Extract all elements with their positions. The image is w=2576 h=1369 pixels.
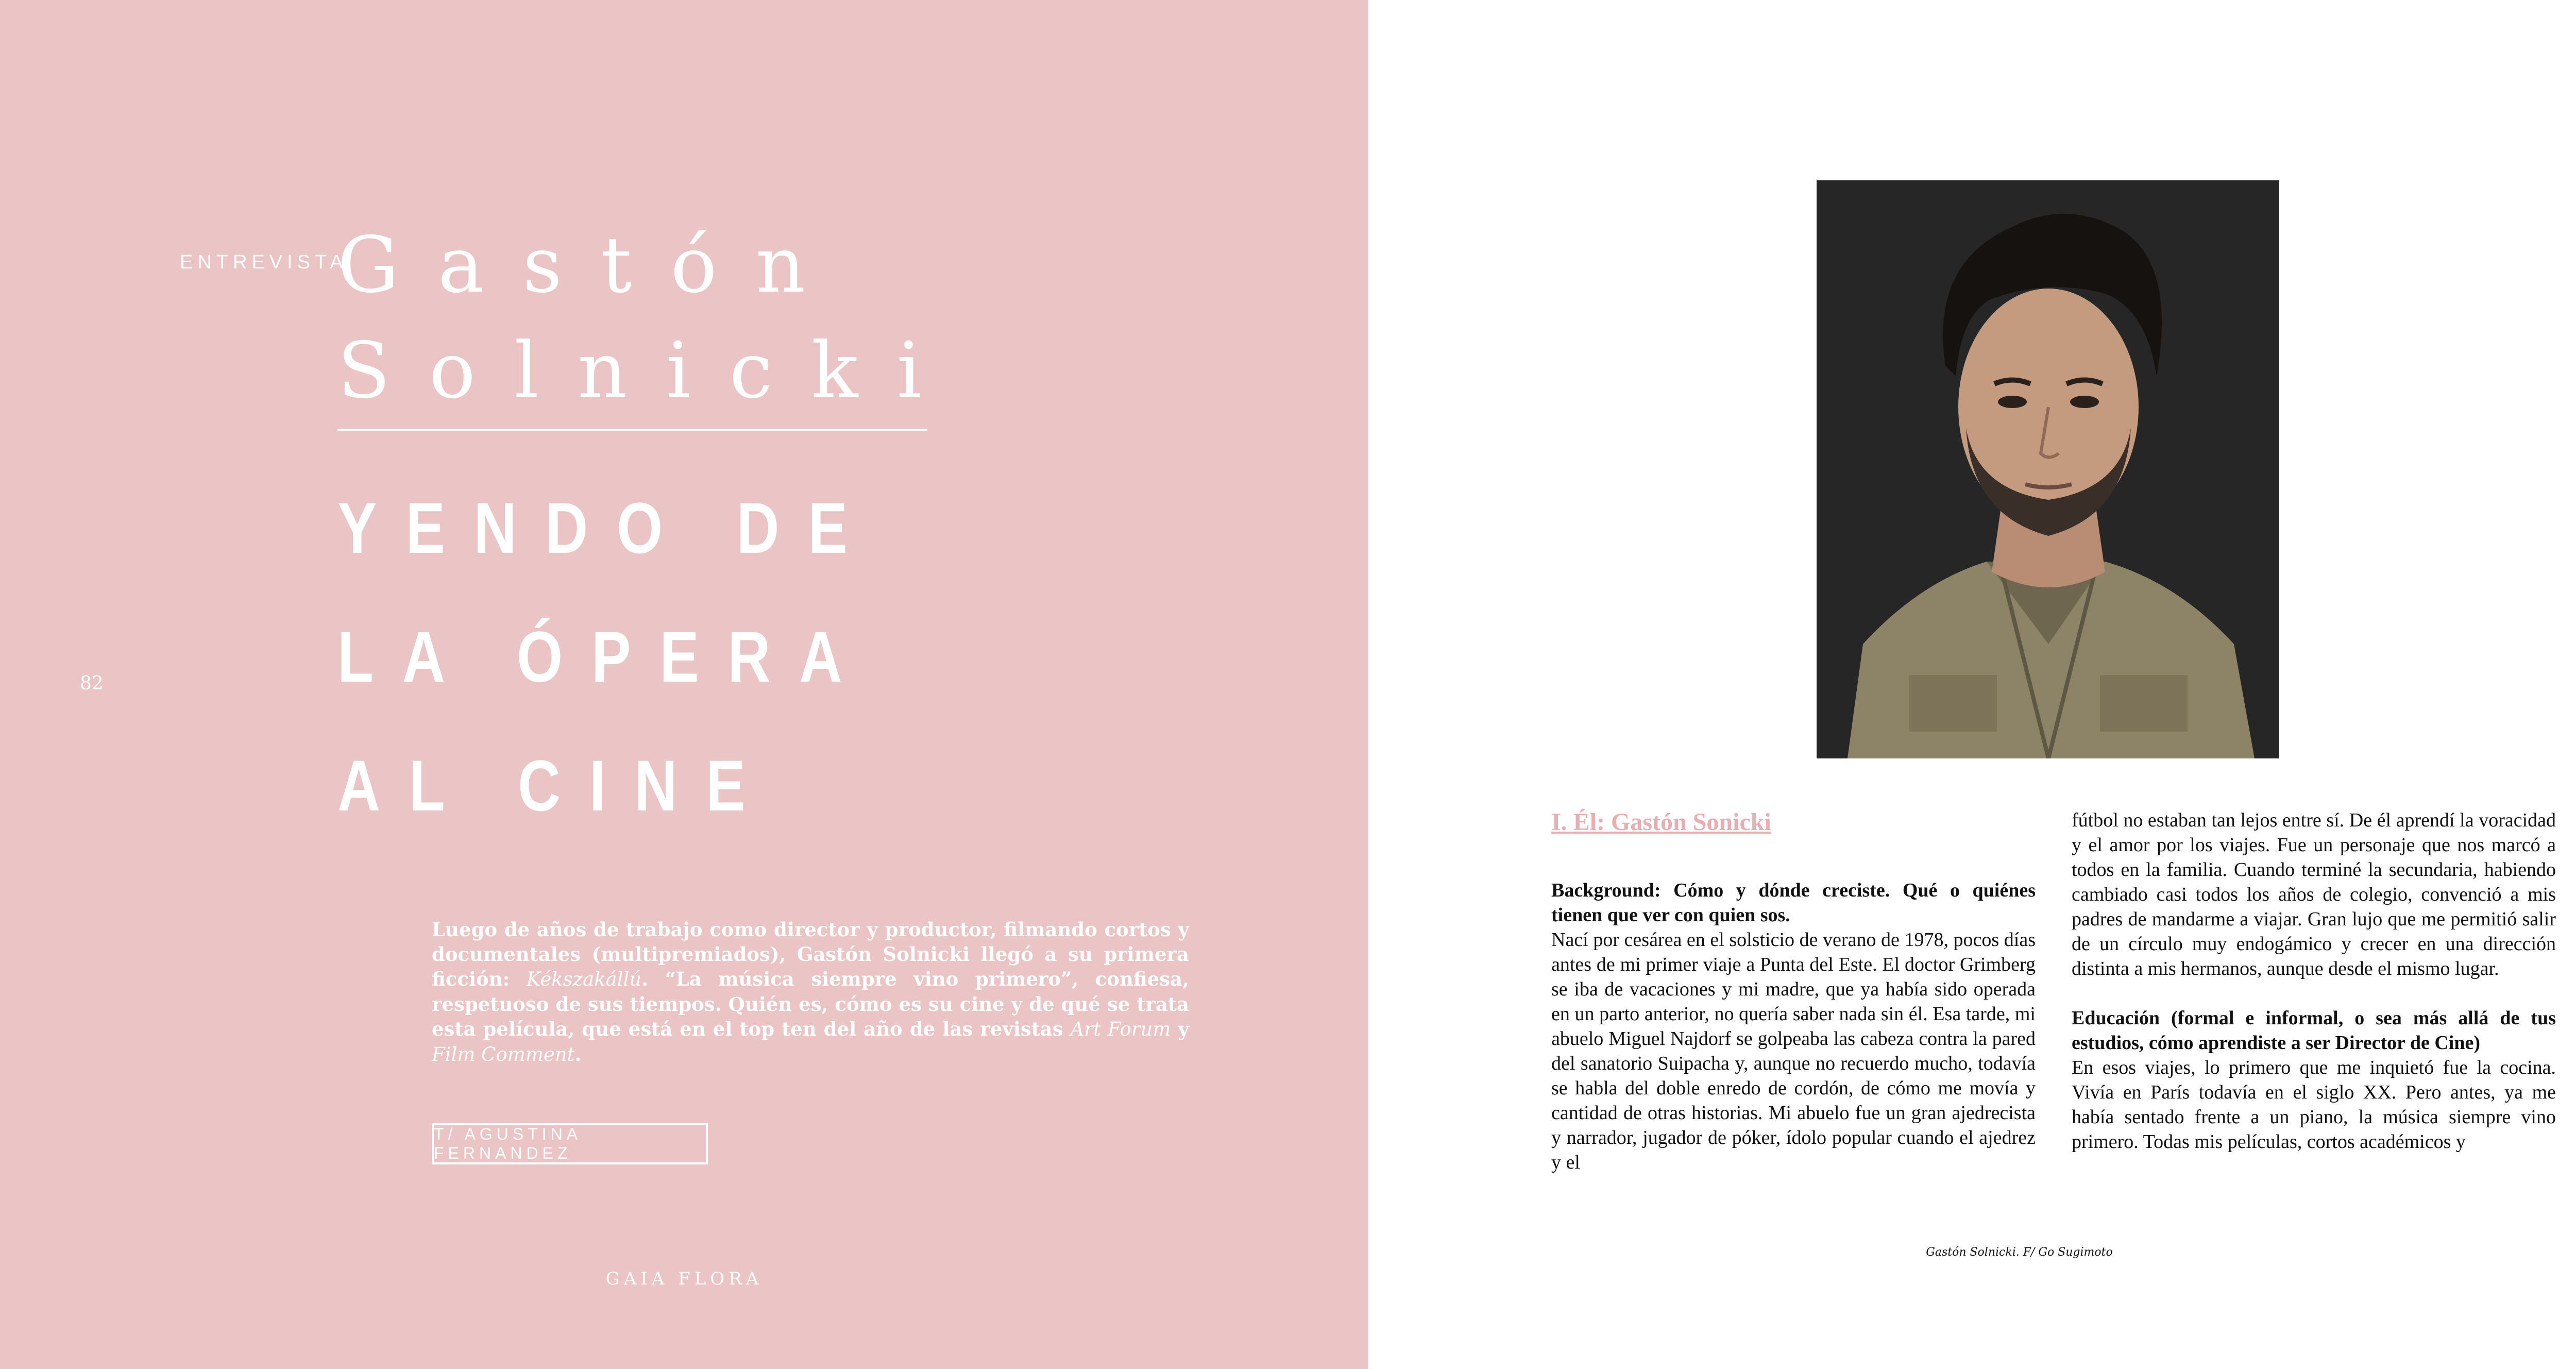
author-credit: T/ AGUSTINA FERNANDEZ bbox=[432, 1123, 708, 1164]
headline-line-1: YENDO DE bbox=[337, 487, 876, 568]
intro-magazine-2: Film Comment bbox=[432, 1043, 575, 1066]
intro-paragraph bbox=[432, 917, 1189, 1067]
answer-1-continued: fútbol no estaban tan lejos entre sí. De él aprendí la voracidad y el amor por los viajes. Fue un personaje que nos marcó a todos en la familia. Cuando terminé la secundaria, habiendo cambiado casi todos los años de colegio, convenció a mis padres de mandarme a viajar. Gran lujo que me permitió salir de un círculo muy endogámico y crecer en una dirección distinta a mis hermanos, aunque desde el mismo lugar. bbox=[2072, 809, 2556, 979]
right-page bbox=[1368, 0, 2576, 1369]
section-title: I. Él: Gastón Sonicki bbox=[1551, 808, 1771, 836]
intro-text-2: . “La música siempre vino primero”, confiesa, respetuoso de sus tiempos. Quién es, cómo es su cine y de qué se trata esta película, que está en el top ten del año de las revistas bbox=[432, 968, 1189, 1040]
headline-line-2: LA ÓPERA bbox=[337, 616, 871, 697]
magazine-footer: GAIA FLORA bbox=[605, 1269, 763, 1289]
article-column-1 bbox=[1551, 808, 2036, 1175]
paragraph-gap bbox=[2072, 981, 2556, 1006]
portrait-photo bbox=[1817, 180, 2279, 758]
interviewee-last-name: Solnicki bbox=[337, 326, 960, 416]
photo-caption: Gastón Solnicki. F/ Go Sugimoto bbox=[1926, 1246, 2113, 1259]
intro-text-1: Luego de años de trabajo como director y productor, filmando cortos y documentales (multipremiados), Gastón Solnicki llegó a su primera ficción: bbox=[432, 918, 1189, 990]
answer-1: Nací por cesárea en el solsticio de verano de 1978, pocos días antes de mi primer viaje a Punta del Este. El doctor Grimberg se iba de vacaciones y mi madre, que ya había sido operada en un parto anterior, no quería saber nada sin él. Esa tarde, mi abuelo Miguel Najdorf se golpeaba las cabeza contra la pared del sanatorio Suipacha y, aunque no recuerdo mucho, todavía se habla del doble enredo de cordón, de cómo me movía y cantidad de otras historias. Mi abuelo fue un gran ajedrecista y narrador, jugador de póker, ídolo popular cuando el ajedrez y el bbox=[1551, 929, 2036, 1173]
page-number-left: 82 bbox=[80, 673, 104, 694]
question-1: Background: Cómo y dónde creciste. Qué o quiénes tienen que ver con quien sos. bbox=[1551, 880, 2036, 926]
headline-line-3: AL CINE bbox=[337, 745, 774, 826]
article-column-2 bbox=[2072, 808, 2556, 1154]
portrait-illustration bbox=[1817, 180, 2279, 758]
title-divider bbox=[337, 429, 927, 431]
intro-text-3: y bbox=[1171, 1018, 1189, 1040]
intro-film-title: Kékszakállú bbox=[526, 968, 642, 990]
intro-magazine-1: Art Forum bbox=[1070, 1018, 1171, 1040]
intro-text-4: . bbox=[574, 1043, 582, 1066]
section-kicker: ENTREVISTA bbox=[180, 251, 348, 273]
interviewee-first-name: Gastón bbox=[337, 221, 844, 310]
question-2: Educación (formal e informal, o sea más allá de tus estudios, cómo aprendiste a ser Director de Cine) bbox=[2072, 1007, 2556, 1054]
answer-2: En esos viajes, lo primero que me inquietó fue la cocina. Vivía en París todavía en el siglo XX. Pero antes, ya me había sentado frente a un piano, la música siempre vino primero. Todas mis películas, cortos académicos y bbox=[2072, 1057, 2556, 1153]
